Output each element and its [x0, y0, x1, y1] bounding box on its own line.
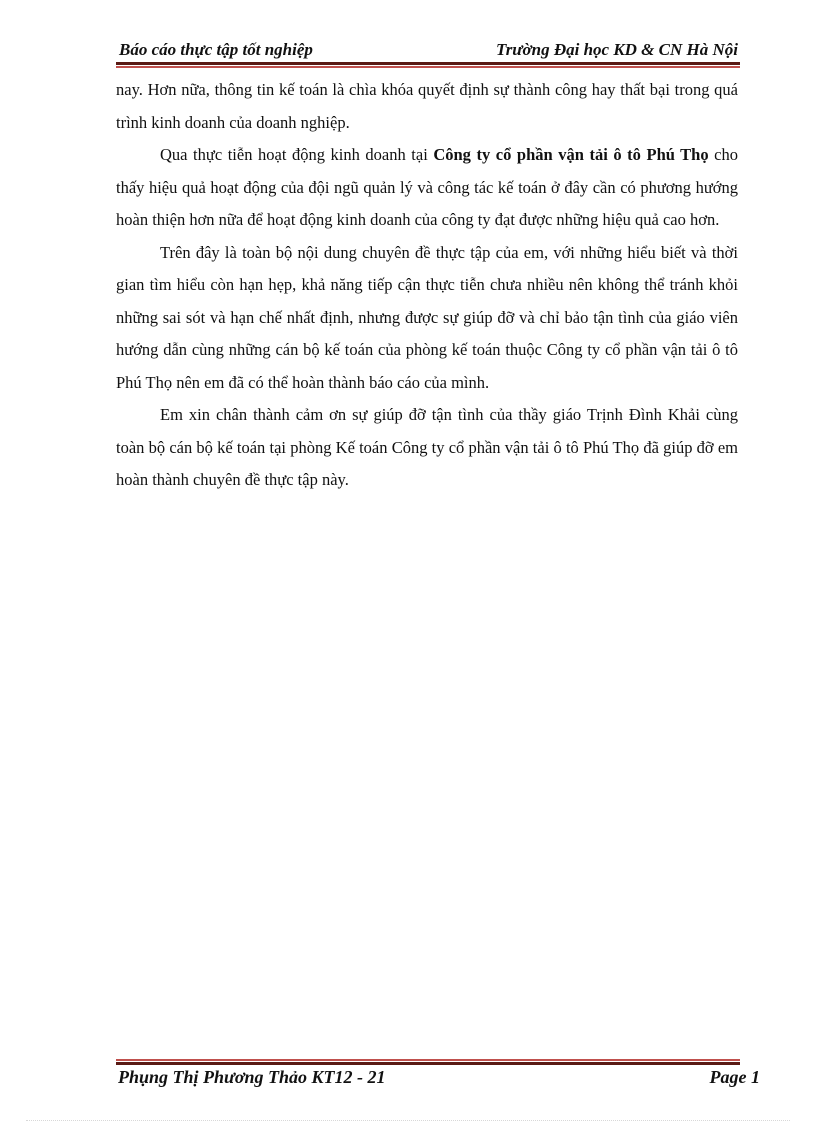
footer-page-number: Page 1: [709, 1067, 760, 1087]
paragraph-continuation: nay. Hơn nữa, thông tin kế toán là chìa khóa quyết định sự thành công hay thất bại trong quá trình kinh doanh của doanh nghiệp.: [116, 80, 738, 132]
document-body: [116, 74, 738, 497]
header-rule-thick: [116, 62, 740, 65]
footer-author: Phụng Thị Phương Thảo KT12 - 21: [118, 1067, 386, 1087]
page-footer: [116, 1066, 760, 1092]
paragraph-practice-rest: cho thấy hiệu quả hoạt động của đội ngũ quản lý và công tác kế toán ở đây cần có phương hướng hoàn thiện hơn nữa để hoạt động kinh doanh của công ty đạt được những hiệu quả cao hơn.: [116, 145, 738, 229]
paragraph-thanks: Em xin chân thành cảm ơn sự giúp đỡ tận tình của thầy giáo Trịnh Đình Khải cùng toàn bộ cán bộ kế toán tại phòng Kế toán Công ty cổ phần vận tải ô tô Phú Thọ đã giúp đỡ em hoàn thành chuyên đề thực tập này.: [116, 405, 738, 489]
footer-rule-thin: [116, 1059, 740, 1061]
page-edge-divider: [26, 1120, 790, 1121]
header-university: Trường Đại học KD & CN Hà Nội: [495, 40, 738, 59]
footer-rule-thick: [116, 1062, 740, 1065]
header-rule-thin: [116, 66, 740, 68]
header-report-title: Báo cáo thực tập tốt nghiệp: [119, 40, 313, 59]
company-name-bold: Công ty cổ phần vận tải ô tô Phú Thọ: [433, 145, 709, 164]
paragraph-practice-intro: Qua thực tiễn hoạt động kinh doanh tại: [160, 145, 434, 164]
paragraph-summary: Trên đây là toàn bộ nội dung chuyên đề thực tập của em, với những hiểu biết và thời gian tìm hiểu còn hạn hẹp, khả năng tiếp cận thực tiễn chưa nhiều nên không thể tránh khỏi những sai sót và hạn chế nhất định, nhưng được sự giúp đỡ và chỉ bảo tận tình của giáo viên hướng dẫn cùng những cán bộ kế toán của phòng kế toán thuộc Công ty cổ phần vận tải ô tô Phú Thọ nên em đã có thể hoàn thành báo cáo của mình.: [116, 242, 738, 392]
page-header: [116, 38, 740, 62]
paragraph-practice: [116, 139, 738, 237]
